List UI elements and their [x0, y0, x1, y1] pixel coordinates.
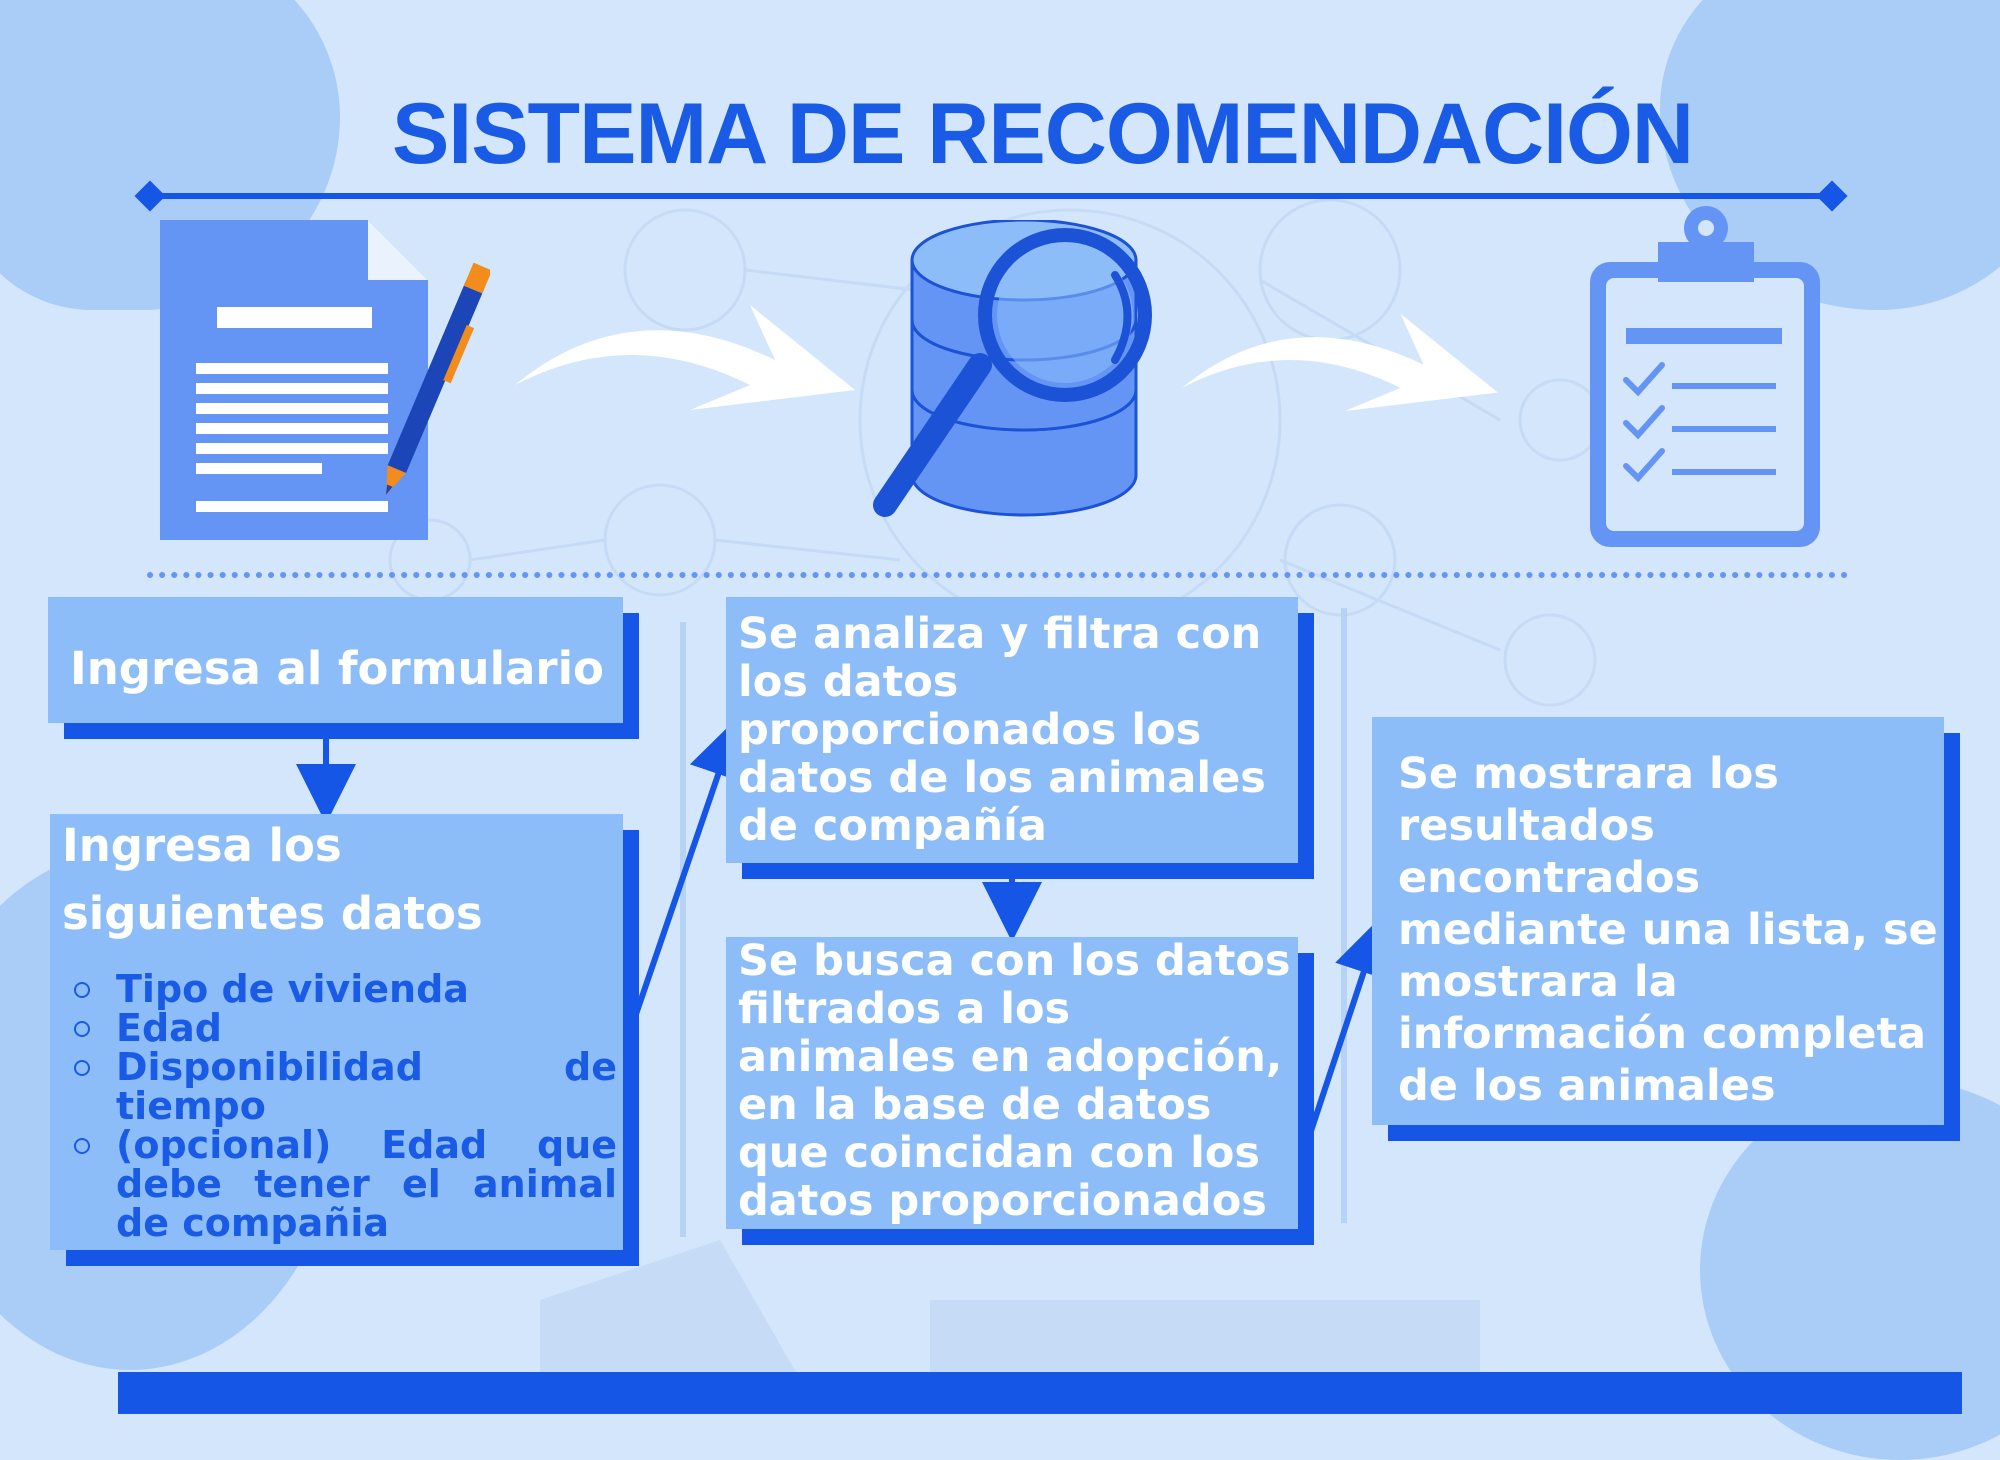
step-data-title-line2: siguientes datos	[62, 887, 483, 940]
page-title: SISTEMA DE RECOMENDACIÓN	[391, 86, 1694, 182]
step-results-text: Se mostrara los resultados encontrados mediante una lista, se mostrara la información completa de los animales	[1398, 749, 1938, 1111]
step-data-title-line1: Ingresa los	[62, 819, 342, 872]
data-items-list	[62, 967, 617, 1245]
list-item: Edad	[62, 1009, 617, 1048]
list-item: Tipo de vivienda	[62, 970, 617, 1009]
step-search-text: Se busca con los datos filtrados a los animales en adopción, en la base de datos que coincidan con los datos proporcionados	[738, 936, 1291, 1226]
step-form-text: Ingresa al formulario	[70, 642, 604, 695]
step-analyze-text: Se analiza y filtra con los datos proporcionados los datos de los animales de compañía	[738, 609, 1266, 851]
bottom-bar	[118, 1372, 1962, 1414]
list-item: (opcional) Edad que debe tener el animal de compañia	[62, 1126, 617, 1243]
list-item: Disponibilidad de tiempo	[62, 1048, 617, 1126]
